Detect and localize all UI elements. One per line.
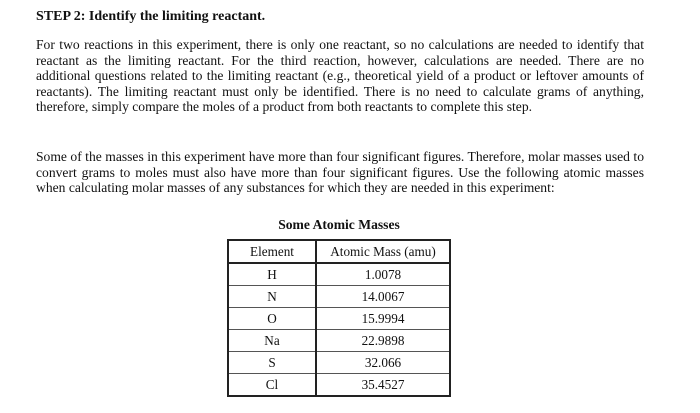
atomic-mass-cell: 1.0078: [316, 263, 450, 286]
atomic-mass-cell: 35.4527: [316, 374, 450, 397]
element-cell: Na: [228, 330, 316, 352]
atomic-mass-cell: 22.9898: [316, 330, 450, 352]
atomic-masses-table: [227, 239, 451, 397]
paragraph-limiting-reactant: For two reactions in this experiment, there is only one reactant, so no calculations are needed to identify that reactant as the limiting reactant. For the third reaction, however, calculations are needed. There are no additional questions related to the limiting reactant (e.g., theoretical yield of a product or leftover amounts of reactants). The limiting reactant must only be identified. There is no need to calculate grams of anything, therefore, simply compare the moles of a product from both reactants to complete this step.: [36, 37, 644, 115]
paragraph-significant-figures: Some of the masses in this experiment have more than four significant figures. Therefore, molar masses used to convert grams to moles must also have more than four significant figures. Use the following atomic masses when calculating molar masses of any substances for which they are needed in this experiment:: [36, 149, 644, 196]
atomic-mass-cell: 14.0067: [316, 286, 450, 308]
header-element: Element: [228, 240, 316, 263]
step-title: STEP 2: Identify the limiting reactant.: [36, 9, 266, 24]
element-cell: Cl: [228, 374, 316, 397]
atomic-mass-cell: 32.066: [316, 352, 450, 374]
header-atomic-mass: Atomic Mass (amu): [316, 240, 450, 263]
element-cell: O: [228, 308, 316, 330]
table-row: [228, 374, 450, 397]
element-cell: H: [228, 263, 316, 286]
table-header-row: [228, 240, 450, 263]
table-caption: Some Atomic Masses: [278, 217, 400, 232]
element-cell: N: [228, 286, 316, 308]
table-row: [228, 308, 450, 330]
table-row: [228, 352, 450, 374]
atomic-mass-cell: 15.9994: [316, 308, 450, 330]
table-row: [228, 263, 450, 286]
element-cell: S: [228, 352, 316, 374]
table-row: [228, 286, 450, 308]
table-row: [228, 330, 450, 352]
